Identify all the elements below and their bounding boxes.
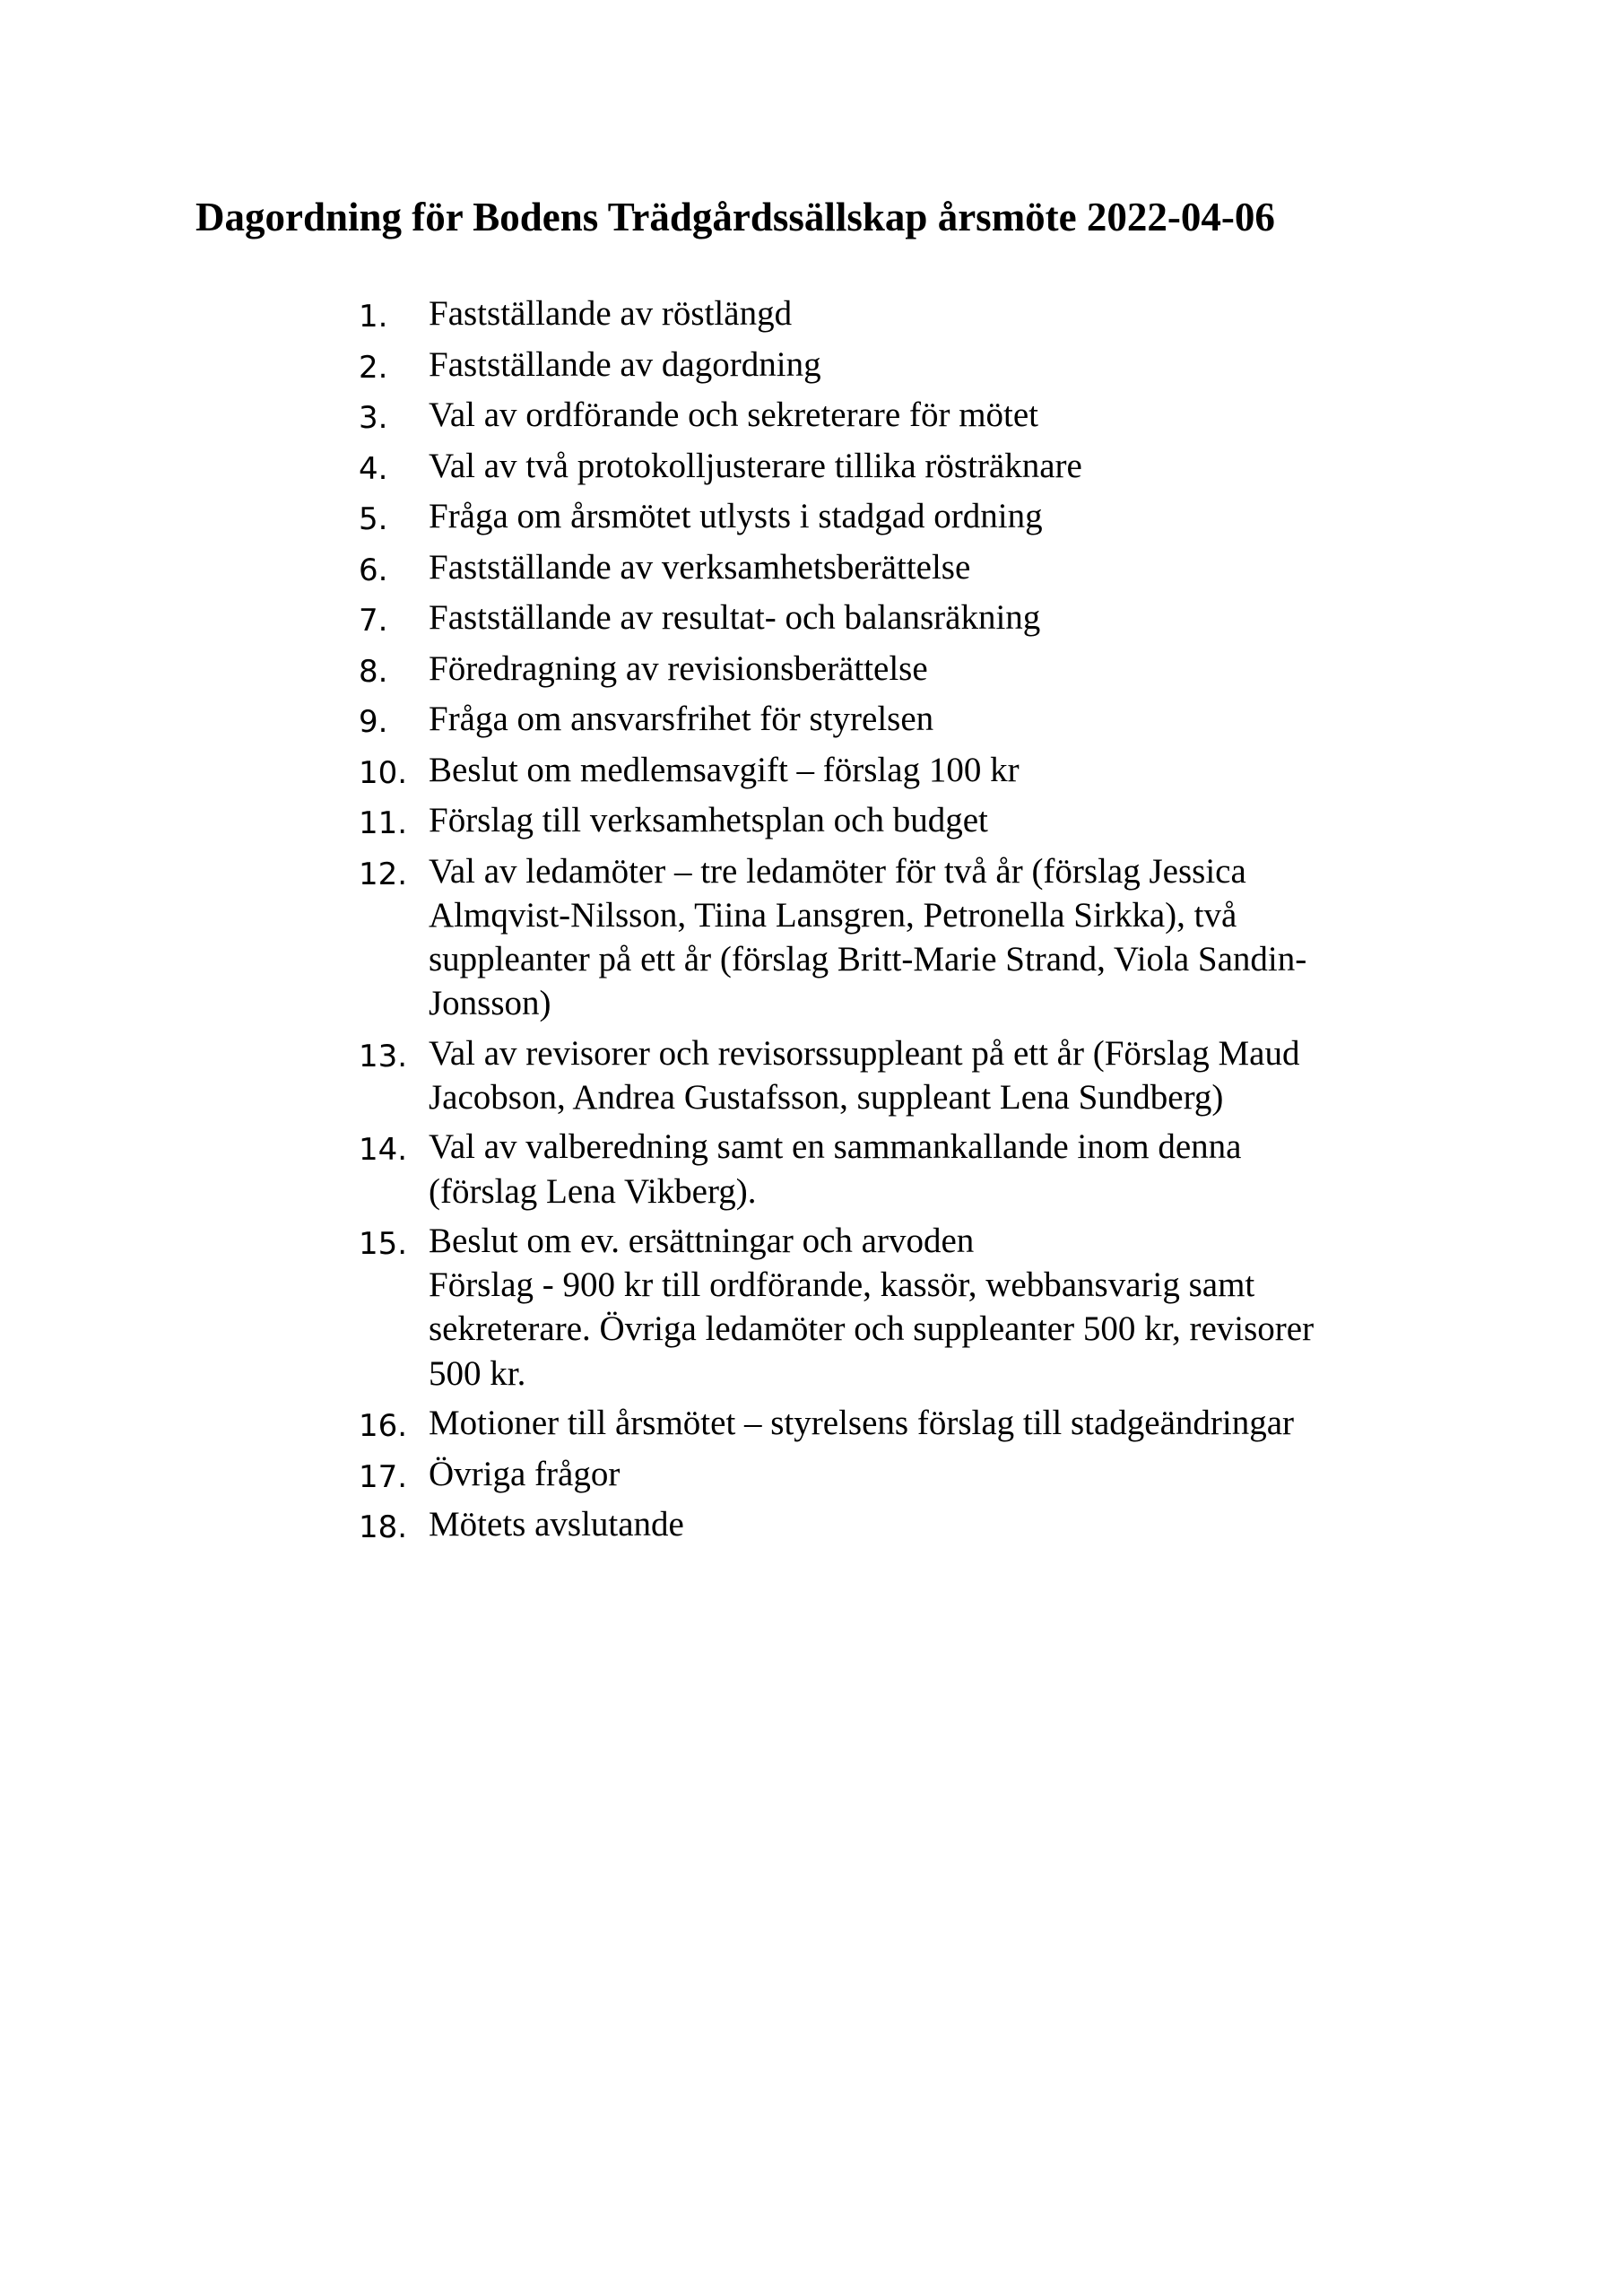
- agenda-item: [359, 545, 1435, 596]
- agenda-list: [359, 291, 1435, 1553]
- agenda-item-text: Val av två protokolljusterare tillika rösträknare: [429, 446, 1082, 485]
- agenda-item-text: Jacobson, Andrea Gustafsson, suppleant Lena Sundberg): [429, 1077, 1224, 1117]
- agenda-item-number: 2.: [359, 349, 388, 386]
- agenda-item-text: (förslag Lena Vikberg).: [429, 1171, 757, 1211]
- agenda-item-text: Val av ordförande och sekreterare för mötet: [429, 396, 1039, 434]
- agenda-item-number: 17.: [359, 1458, 408, 1495]
- agenda-item: [359, 748, 1435, 799]
- agenda-item-text: Övriga frågor: [429, 1454, 621, 1493]
- agenda-item-text: Föredragning av revisionsberättelse: [429, 648, 928, 688]
- agenda-item-text: Beslut om ev. ersättningar och arvoden: [429, 1221, 975, 1260]
- agenda-item: [359, 697, 1435, 748]
- agenda-item-text: Fastställande av resultat- och balansräkning: [429, 598, 1041, 637]
- agenda-item-text: Val av valberedning samt en sammankallande inom denna: [429, 1127, 1242, 1167]
- agenda-item-text: Fråga om ansvarsfrihet för styrelsen: [429, 700, 934, 738]
- agenda-item-number: 16.: [359, 1408, 408, 1445]
- agenda-item-number: 3.: [359, 400, 388, 436]
- agenda-item: [359, 1452, 1435, 1503]
- agenda-item-text: Val av revisorer och revisorssuppleant på ett år (Förslag Maud: [429, 1033, 1300, 1073]
- document-title: Dagordning för Bodens Trädgårdssällskap årsmöte 2022-04-06: [195, 195, 1275, 239]
- agenda-item-text: Fastställande av verksamhetsberättelse: [429, 547, 971, 587]
- agenda-item-text: Förslag - 900 kr till ordförande, kassör, webbansvarig samt: [429, 1265, 1255, 1305]
- agenda-item-number: 13.: [359, 1038, 408, 1074]
- agenda-item-number: 15.: [359, 1225, 408, 1262]
- agenda-item-number: 5.: [359, 501, 388, 537]
- agenda-item-text: Motioner till årsmötet – styrelsens förslag till stadgeändringar: [429, 1404, 1295, 1443]
- agenda-item-text: Fråga om årsmötet utlysts i stadgad ordning: [429, 497, 1043, 535]
- agenda-item-number: 7.: [359, 603, 388, 639]
- agenda-item-number: 11.: [359, 805, 408, 841]
- agenda-item: [359, 343, 1435, 394]
- agenda-item-number: 4.: [359, 450, 388, 487]
- agenda-item-text: sekreterare. Övriga ledamöter och suppleanter 500 kr, revisorer: [429, 1309, 1315, 1349]
- agenda-item-text: Val av ledamöter – tre ledamöter för två år (förslag Jessica: [429, 851, 1246, 891]
- agenda-item-text: Jonsson): [429, 984, 551, 1023]
- agenda-item: [359, 849, 1435, 1031]
- agenda-item-text: 500 kr.: [429, 1353, 526, 1393]
- agenda-item-text: Fastställande av röstlängd: [429, 294, 793, 333]
- agenda-item: [359, 291, 1435, 343]
- agenda-item: [359, 647, 1435, 698]
- agenda-item-number: 14.: [359, 1132, 408, 1169]
- agenda-item-text: Beslut om medlemsavgift – förslag 100 kr: [429, 750, 1020, 789]
- agenda-item: [359, 494, 1435, 545]
- agenda-item-number: 10.: [359, 754, 408, 791]
- agenda-item: [359, 1219, 1435, 1401]
- agenda-item: [359, 798, 1435, 849]
- agenda-item: [359, 1125, 1435, 1219]
- agenda-item: [359, 393, 1435, 444]
- agenda-item: [359, 1401, 1435, 1452]
- agenda-item-number: 18.: [359, 1509, 408, 1546]
- agenda-item-number: 6.: [359, 552, 388, 588]
- agenda-item: [359, 1502, 1435, 1553]
- agenda-item-text: Almqvist-Nilsson, Tiina Lansgren, Petronella Sirkka), två: [429, 895, 1237, 935]
- agenda-item-text: Mötets avslutande: [429, 1505, 684, 1544]
- agenda-item-text: suppleanter på ett år (förslag Britt-Marie Strand, Viola Sandin-: [429, 940, 1307, 979]
- agenda-item: [359, 596, 1435, 647]
- agenda-item: [359, 444, 1435, 495]
- agenda-item-text: Fastställande av dagordning: [429, 344, 821, 384]
- agenda-item-number: 1.: [359, 299, 388, 335]
- agenda-item-number: 8.: [359, 653, 388, 690]
- agenda-item-number: 12.: [359, 856, 408, 892]
- agenda-item-text: Förslag till verksamhetsplan och budget: [429, 801, 988, 839]
- agenda-item: [359, 1031, 1435, 1126]
- agenda-item-number: 9.: [359, 704, 388, 740]
